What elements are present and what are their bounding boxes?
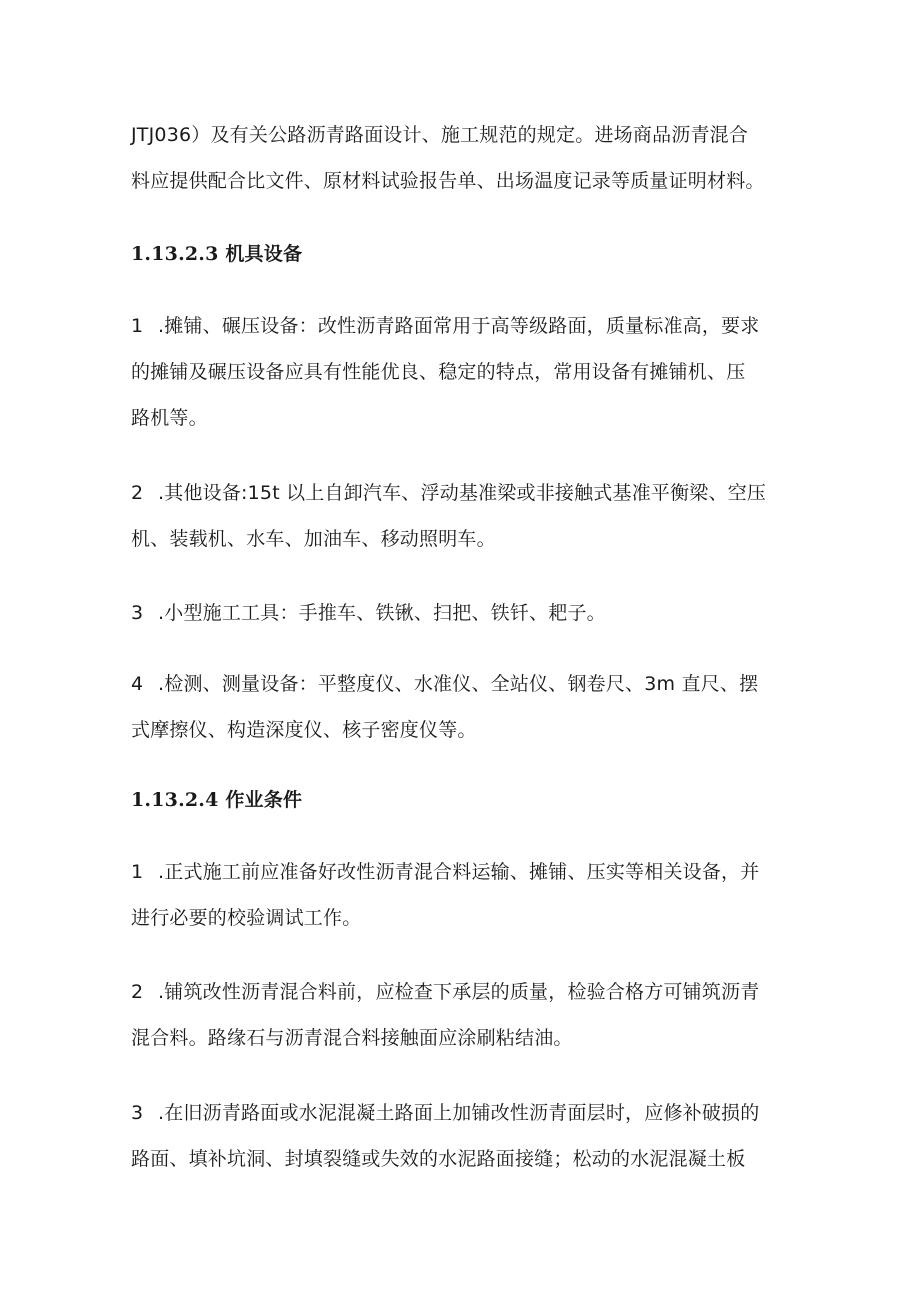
text-line: JTJ036）及有关公路沥青路面设计、施工规范的规定。进场商品沥青混合	[131, 124, 749, 146]
list-item	[131, 969, 801, 1061]
text-line: 路机等。	[131, 407, 208, 429]
item-text: .摊铺、碾压设备：改性沥青路面常用于高等级路面，质量标准高，要求	[158, 315, 760, 337]
text-line: 料应提供配合比文件、原材料试验报告单、出场温度记录等质量证明材料。	[131, 170, 765, 192]
item-number: 4	[131, 673, 144, 695]
text-line: 路面、填补坑洞、封填裂缝或失效的水泥路面接缝；松动的水泥混凝土板	[131, 1148, 746, 1170]
text-line	[131, 1090, 801, 1136]
text-line	[131, 661, 801, 707]
item-number: 3	[131, 602, 144, 624]
text-line: 进行必要的校验调试工作。	[131, 907, 362, 929]
intro-paragraph	[131, 112, 801, 204]
text-line	[131, 590, 801, 636]
list-item	[131, 470, 801, 562]
item-text: .铺筑改性沥青混合料前，应检查下承层的质量，检验合格方可铺筑沥青	[158, 981, 760, 1003]
item-number: 2	[131, 981, 144, 1003]
text-line	[131, 303, 801, 349]
text-line: 的摊铺及碾压设备应具有性能优良、稳定的特点，常用设备有摊铺机、压	[131, 361, 746, 383]
text-line: 式摩擦仪、构造深度仪、核子密度仪等。	[131, 719, 477, 741]
item-number: 1	[131, 315, 144, 337]
text-line: 混合料。路缘石与沥青混合料接触面应涂刷粘结油。	[131, 1027, 573, 1049]
list-item	[131, 303, 801, 441]
item-text: .检测、测量设备：平整度仪、水准仪、全站仪、钢卷尺、3m 直尺、摆	[158, 673, 759, 695]
list-item	[131, 590, 801, 636]
item-text: .小型施工工具：手推车、铁锹、扫把、铁钎、耙子。	[158, 602, 606, 624]
section-heading-equipment: 1.13.2.3 机具设备	[131, 243, 303, 265]
text-line: 机、装载机、水车、加油车、移动照明车。	[131, 528, 496, 550]
item-number: 2	[131, 482, 144, 504]
list-item	[131, 849, 801, 941]
text-line	[131, 969, 801, 1015]
item-number: 1	[131, 861, 144, 883]
list-item	[131, 1090, 801, 1182]
item-text: .在旧沥青路面或水泥混凝土路面上加铺改性沥青面层时，应修补破损的	[158, 1102, 760, 1124]
text-line	[131, 849, 801, 895]
section-heading-conditions: 1.13.2.4 作业条件	[131, 789, 303, 811]
list-item	[131, 661, 801, 753]
text-line	[131, 470, 801, 516]
item-text: .其他设备:15t 以上自卸汽车、浮动基准梁或非接触式基准平衡梁、空压	[158, 482, 767, 504]
item-number: 3	[131, 1102, 144, 1124]
item-text: .正式施工前应准备好改性沥青混合料运输、摊铺、压实等相关设备，并	[158, 861, 760, 883]
